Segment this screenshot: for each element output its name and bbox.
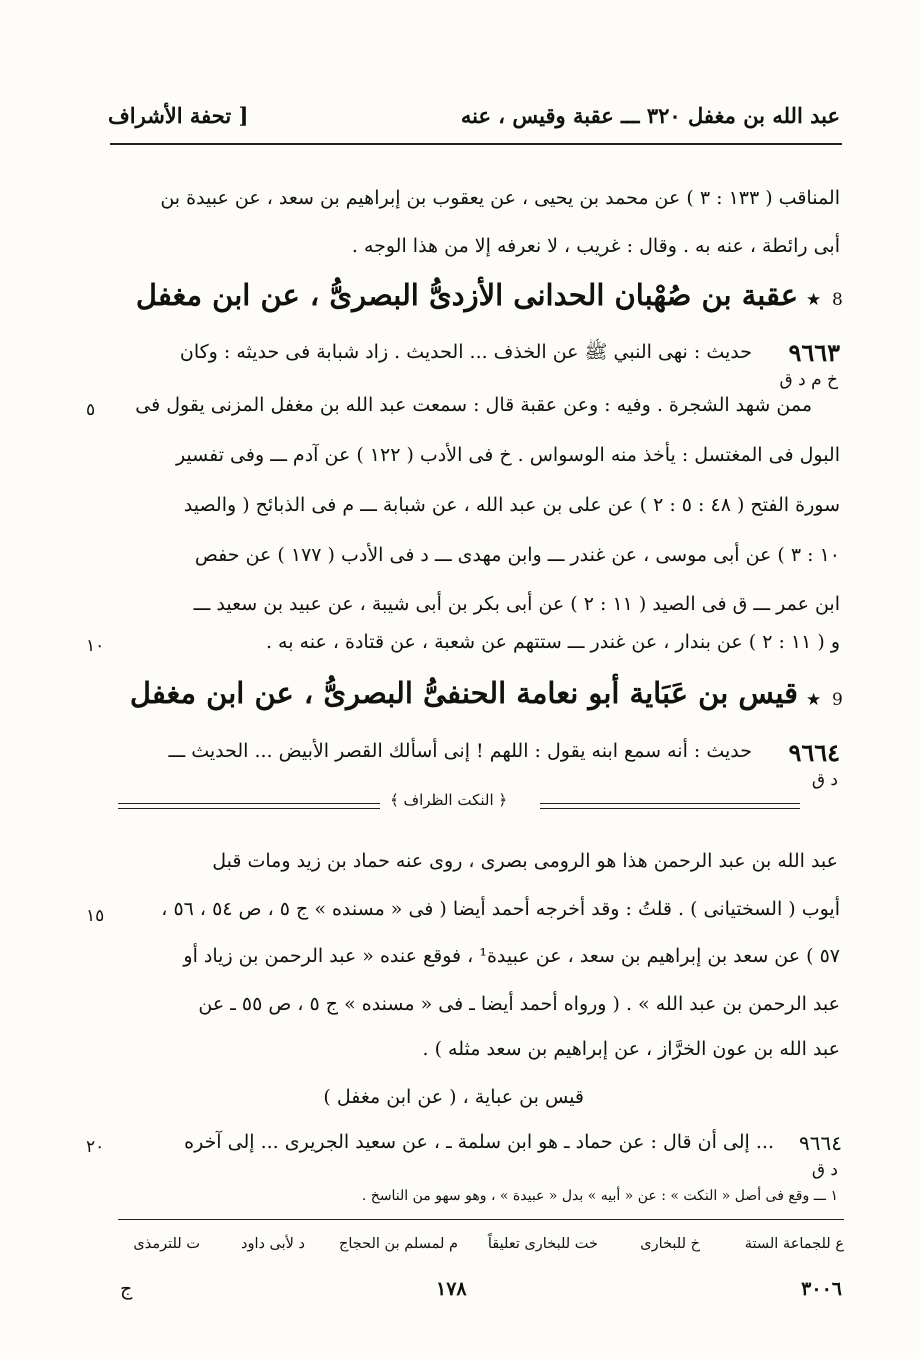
nukat-subheading: قيس بن عباية ، ( عن ابن مغفل ) bbox=[323, 1086, 584, 1108]
margin-line-10: ١٠ bbox=[86, 636, 105, 656]
margin-line-15: ١٥ bbox=[86, 906, 105, 926]
page-number: ١٧٨ bbox=[436, 1278, 467, 1300]
entry-9663-line-1: ممن شهد الشجرة . وفيه : وعن عقبة قال : سمعت عبد الله بن مغفل المزنى يقول فى bbox=[135, 394, 812, 416]
legend-item-bukhari-taliq: خت للبخارى تعليقاً bbox=[487, 1236, 598, 1252]
entry-9664-text: حديث : أنه سمع ابنه يقول : اللهم ! إنى أسألك القصر الأبيض ... الحديث ـــ bbox=[168, 740, 752, 762]
nukat-entry-number: ٩٦٦٤ bbox=[799, 1131, 842, 1155]
entry-9663-line-2: البول فى المغتسل : يأخذ منه الوسواس . خ فى الأدب ( ١٢٢ ) عن آدم ـــ وفى تفسير bbox=[175, 444, 840, 466]
nukat-line-3: ٥٧ ) عن سعد بن إبراهيم بن سعد ، عن عبيدة¹ ، فوقع عنده « عبد الرحمن بن زياد أو bbox=[183, 945, 840, 967]
volume-signature: ٣٠٠٦ bbox=[801, 1278, 842, 1300]
section-9-title: قيس بن عَبَاية أبو نعامة الحنفىُّ البصرىُّ ، عن ابن مغفل bbox=[129, 676, 798, 710]
nukat-line-1: عبد الله بن عبد الرحمن هذا هو الرومى بصرى ، روى عنه حماد بن زيد ومات قبل bbox=[212, 850, 838, 872]
entry-9664-sigla: د ق bbox=[811, 770, 838, 790]
margin-line-20: ٢٠ bbox=[86, 1137, 105, 1157]
section-8-number: 8 bbox=[832, 290, 843, 310]
entry-9663-line-3: سورة الفتح ( ٤٨ : ٥ : ٢ ) عن على بن عبد الله ، عن شبابة ـــ م فى الذبائح ( والصيد bbox=[183, 494, 840, 516]
entry-9663-line-5: ابن عمر ـــ ق فى الصيد ( ١١ : ٢ ) عن أبى بكر بن أبى شيبة ، عن عبيد بن سعيد ـــ bbox=[193, 593, 840, 615]
section-9-number: 9 bbox=[832, 690, 843, 710]
legend-item-muslim: م لمسلم بن الحجاج bbox=[338, 1236, 458, 1252]
running-title: عبد الله بن مغفل ٣٢٠ ـــ عقبة وقيس ، عنه bbox=[460, 103, 840, 128]
divider-label: ﴿ النكت الظراف ﴾ bbox=[390, 791, 508, 809]
margin-line-5: ٥ bbox=[86, 400, 96, 420]
entry-9663-sigla: خ م د ق bbox=[779, 370, 838, 390]
section-9-star-icon: ★ bbox=[806, 690, 822, 710]
legend-item-tirmidhi: ت للترمذى bbox=[133, 1236, 200, 1252]
signature-letter: ج bbox=[120, 1278, 133, 1300]
nukat-line-4: عبد الرحمن بن عبد الله » . ( ورواه أحمد أيضا ـ فى « مسنده » ج ٥ ، ص ٥٥ ـ عن bbox=[198, 993, 840, 1015]
entry-9663-number: ٩٦٦٣ bbox=[788, 338, 840, 367]
header-rule bbox=[110, 143, 842, 145]
nukat-entry-text: ... إلى أن قال : عن حماد ـ هو ابن سلمة ـ ، عن سعيد الجريرى ... إلى آخره bbox=[184, 1131, 774, 1153]
section-8-title: عقبة بن صُهْبان الحدانى الأزدىُّ البصرىُّ ، عن ابن مغفل bbox=[135, 278, 798, 312]
entry-9663-line-6: و ( ١١ : ٢ ) عن بندار ، عن غندر ـــ ستتهم عن شعبة ، عن قتادة ، عنه به . bbox=[265, 631, 840, 653]
footnote: ١ ـــ وقع فى أصل « النكت » : عن « أبيه » بدل « عبيدة » ، وهو سهو من الناسخ . bbox=[361, 1188, 838, 1204]
entry-9664-number: ٩٦٦٤ bbox=[788, 738, 840, 767]
section-8-star-icon: ★ bbox=[806, 290, 822, 310]
nukat-line-2: أيوب ( السختيانى ) . قلتُ : وقد أخرجه أحمد أيضا ( فى « مسنده » ج ٥ ، ص ٥٤ ، ٥٦ ، bbox=[161, 898, 840, 920]
body-line-1: المناقب ( ١٣٣ : ٣ ) عن محمد بن يحيى ، عن يعقوب بن إبراهيم بن سعد ، عن عبيدة بن bbox=[160, 187, 840, 209]
divider-rule-left bbox=[118, 803, 380, 809]
body-line-2: أبى رائطة ، عنه به . وقال : غريب ، لا نعرفه إلا من هذا الوجه . bbox=[351, 235, 840, 257]
entry-9663-line-4: ١٠ : ٣ ) عن أبى موسى ، عن غندر ـــ وابن مهدى ـــ د فى الأدب ( ١٧٧ ) عن حفص bbox=[194, 544, 840, 566]
legend-item-abu-dawud: د لأبى داود bbox=[240, 1236, 305, 1252]
footer-rule bbox=[118, 1219, 844, 1220]
legend-item-bukhari: خ للبخارى bbox=[640, 1236, 700, 1252]
nukat-entry-sigla: د ق bbox=[811, 1160, 838, 1180]
divider-rule-right bbox=[540, 803, 800, 809]
nukat-line-5: عبد الله بن عون الخرَّاز ، عن إبراهيم بن سعد مثله ) . bbox=[422, 1038, 840, 1060]
legend-item-jamaa: ع للجماعة الستة bbox=[744, 1236, 844, 1252]
entry-9663-text: حديث : نهى النبي ﷺ عن الخذف ... الحديث . زاد شبابة فى حديثه : وكان bbox=[179, 341, 752, 363]
book-title: [ تحفة الأشراف bbox=[108, 103, 249, 128]
